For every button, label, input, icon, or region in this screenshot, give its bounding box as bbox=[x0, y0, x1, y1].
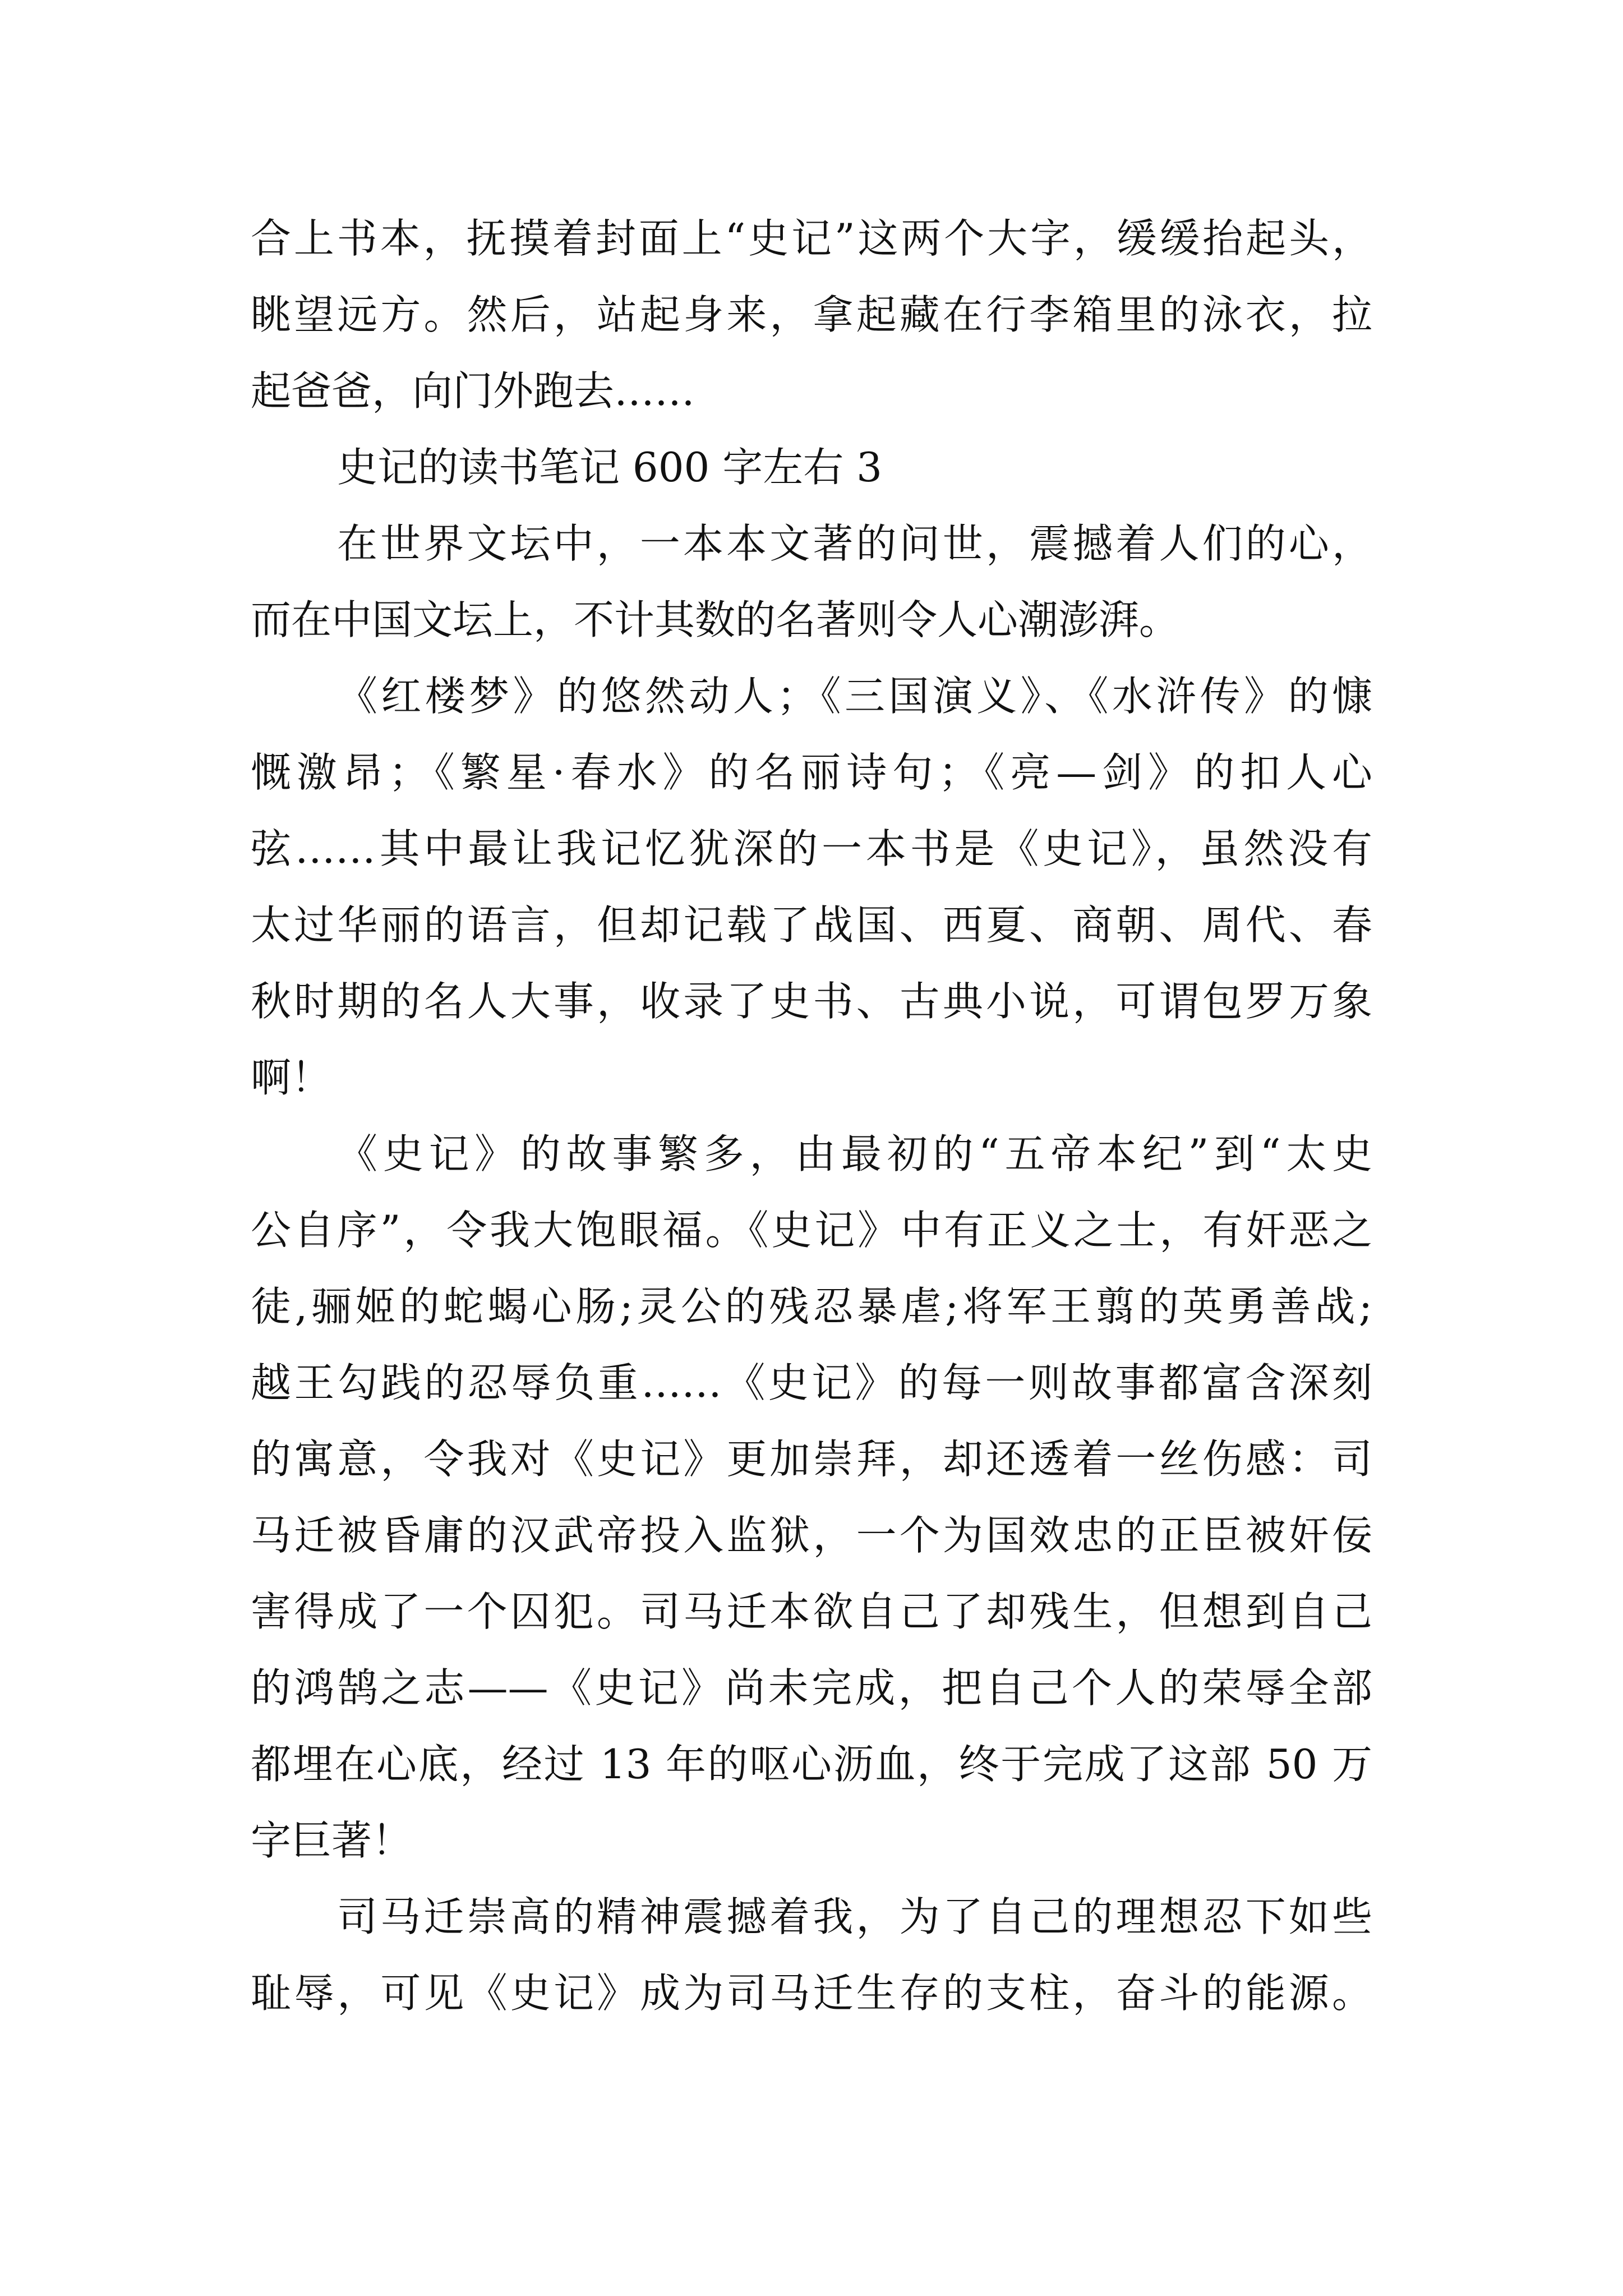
text-line: 都埋在心底，经过 13 年的呕心沥血，终于完成了这部 50 万 bbox=[251, 1741, 1372, 1788]
text-line: 公自序”，令我大饱眼福。《史记》中有正义之士，有奸恶之 bbox=[251, 1207, 1372, 1254]
text-line: 的寓意，令我对《史记》更加崇拜，却还透着一丝伤感：司 bbox=[251, 1435, 1372, 1483]
text-line: 合上书本，抚摸着封面上“史记”这两个大字，缓缓抬起头， bbox=[251, 215, 1372, 262]
text-line: 越王勾践的忍辱负重……《史记》的每一则故事都富含深刻 bbox=[251, 1359, 1372, 1406]
text-line: 司马迁崇高的精神震撼着我，为了自己的理想忍下如些 bbox=[337, 1893, 1372, 1940]
text-line: 眺望远方。然后，站起身来，拿起藏在行李箱里的泳衣，拉 bbox=[251, 291, 1372, 338]
text-line: 字巨著！ bbox=[251, 1817, 413, 1864]
text-line: 啊！ bbox=[251, 1054, 332, 1101]
text-line: 耻辱，可见《史记》成为司马迁生存的支柱，奋斗的能源。 bbox=[251, 1970, 1372, 2017]
text-line: 《史记》的故事繁多，由最初的“五帝本纪”到“太史 bbox=[337, 1130, 1372, 1177]
text-line: 害得成了一个囚犯。司马迁本欲自己了却残生，但想到自己 bbox=[251, 1588, 1372, 1635]
text-line: 马迁被昏庸的汉武帝投入监狱，一个为国效忠的正臣被奸佞 bbox=[251, 1512, 1372, 1559]
text-line: 而在中国文坛上，不计其数的名著则令人心潮澎湃。 bbox=[251, 596, 1180, 643]
text-line: 在世界文坛中，一本本文著的问世，震撼着人们的心， bbox=[337, 520, 1372, 567]
text-line: 慨激昂；《繁星·春水》的名丽诗句；《亮—剑》的扣人心 bbox=[251, 749, 1372, 796]
text-line: 《红楼梦》的悠然动人；《三国演义》、《水浒传》的慷 bbox=[337, 673, 1372, 720]
text-line: 太过华丽的语言，但却记载了战国、西夏、商朝、周代、春 bbox=[251, 901, 1372, 949]
text-line: 秋时期的名人大事，收录了史书、古典小说，可谓包罗万象 bbox=[251, 978, 1372, 1025]
text-line: 徒,骊姬的蛇蝎心肠;灵公的残忍暴虐;将军王翦的英勇善战; bbox=[251, 1283, 1372, 1330]
text-line: 弦……其中最让我记忆犹深的一本书是《史记》，虽然没有 bbox=[251, 825, 1372, 872]
text-line: 的鸿鹄之志——《史记》尚未完成，把自己个人的荣辱全部 bbox=[251, 1664, 1372, 1711]
section-heading: 史记的读书笔记 600 字左右 3 bbox=[337, 444, 882, 491]
text-line: 起爸爸，向门外跑去…… bbox=[251, 367, 695, 415]
